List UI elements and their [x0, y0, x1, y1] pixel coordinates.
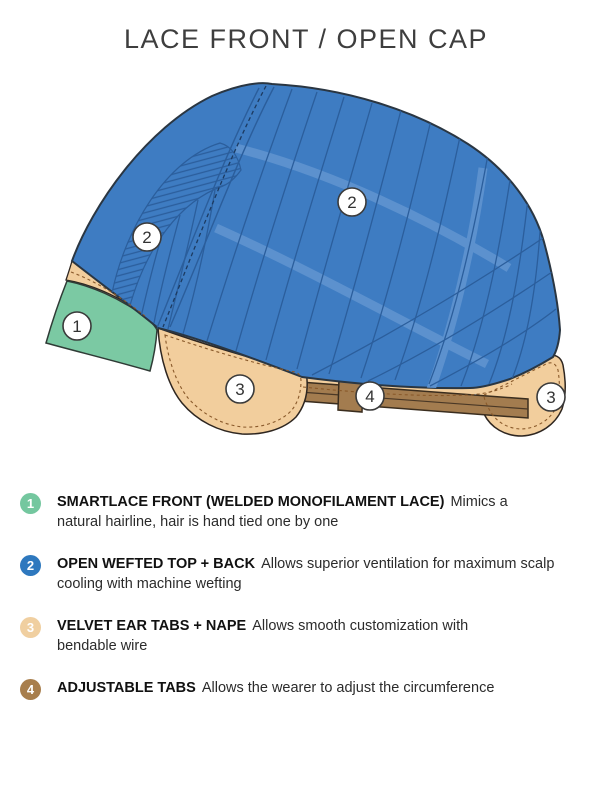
legend-text-1 — [57, 492, 527, 532]
svg-text:1: 1 — [72, 317, 82, 336]
legend-bullet-4 — [20, 679, 41, 700]
legend-bullet-1 — [20, 493, 41, 514]
legend-item-adjustable-tabs — [20, 678, 602, 700]
legend-text-2 — [57, 554, 557, 594]
legend-title-3: VELVET EAR TABS + NAPE — [57, 618, 247, 634]
svg-text:2: 2 — [347, 193, 357, 212]
callout-3-ear-tab — [226, 375, 254, 403]
legend-desc-2: Allows superior ventilation for maximum scalp cooling with machine wefting — [57, 556, 555, 592]
legend-text-4 — [57, 678, 494, 698]
legend-bullet-1-number: 1 — [26, 496, 35, 511]
page-title: LACE FRONT / OPEN CAP — [123, 24, 489, 54]
callout-2-front — [133, 223, 161, 251]
legend-desc-4: Allows the wearer to adjust the circumference — [201, 680, 495, 696]
legend-item-smartlace-front — [20, 492, 602, 532]
legend-title-4: ADJUSTABLE TABS — [57, 680, 196, 696]
legend-bullet-2-number: 2 — [26, 558, 35, 573]
legend-title-1: SMARTLACE FRONT (WELDED MONOFILAMENT LACE) — [57, 494, 445, 510]
callout-1-smartlace — [63, 312, 91, 340]
legend-desc-1: Mimics a natural hairline, hair is hand tied one by one — [57, 494, 508, 530]
callout-2-back — [338, 188, 366, 216]
legend-title-2: OPEN WEFTED TOP + BACK — [57, 556, 256, 572]
legend-bullet-4-number: 4 — [26, 682, 35, 697]
legend-bullet-2 — [20, 555, 41, 576]
legend — [20, 492, 602, 722]
legend-desc-3: Allows smooth customization with bendable wire — [57, 618, 469, 654]
callout-4-adjustable-tab — [356, 382, 384, 410]
callout-3-nape — [537, 383, 565, 411]
svg-text:3: 3 — [235, 380, 245, 399]
svg-text:4: 4 — [365, 387, 375, 406]
svg-text:2: 2 — [142, 228, 152, 247]
legend-item-velvet-ear-tabs — [20, 616, 602, 656]
legend-bullet-3 — [20, 617, 41, 638]
legend-item-open-wefted — [20, 554, 602, 594]
legend-text-3 — [57, 616, 487, 656]
legend-bullet-3-number: 3 — [26, 620, 35, 635]
svg-text:3: 3 — [546, 388, 556, 407]
